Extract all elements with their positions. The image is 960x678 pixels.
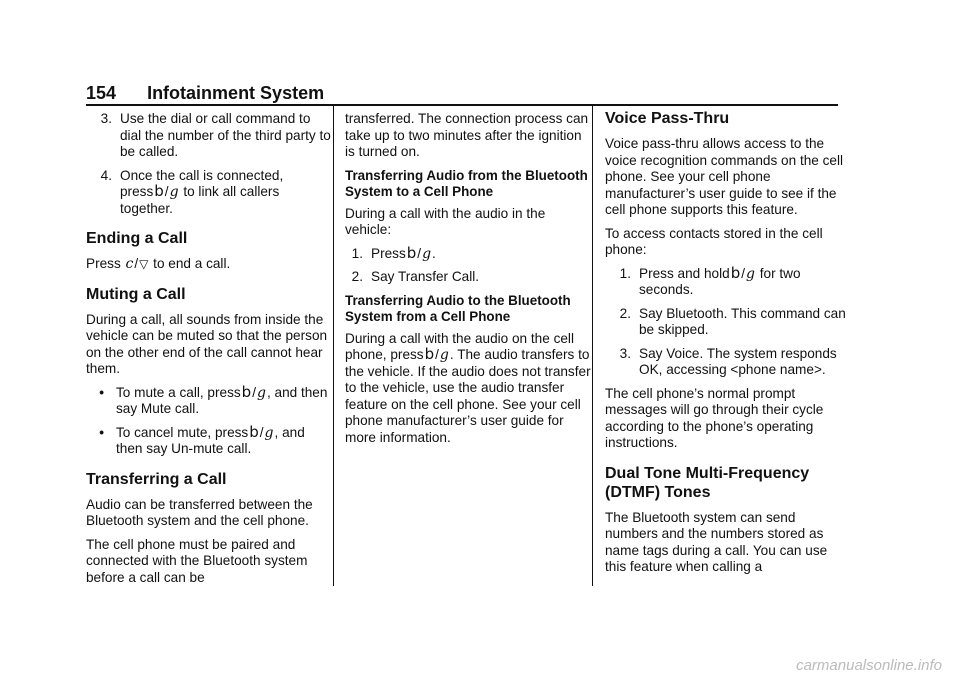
paragraph-audio-on-phone: During a call with the audio on the cell phone, pressb/g. The audio transfers to the vehicle. If the audio does not transfer to the vehicle, use the audio transfer feature on the cell phone. See your cell phone manufacturer’s user guide for more information. [345,330,591,445]
list-item-press: 1. Pressb/g. [351,243,436,262]
column-divider-1 [333,106,334,586]
heading-ending-a-call: Ending a Call [86,230,188,247]
list-item-step-3: 3. Use the dial or call command to dial the number of the third party to be called. [100,111,331,159]
header-rule [86,104,838,106]
push-to-talk-icon: b [241,382,252,401]
down-triangle-icon: ▽ [139,257,149,271]
list-item-say-bluetooth: 2. Say Bluetooth. This command can be skipped. [619,305,846,337]
page-title: Infotainment System [147,83,325,103]
phone-icon: g [256,384,266,401]
column-2 [345,111,591,453]
push-to-talk-icon: b [249,422,259,441]
paragraph-transfer-continued: transferred. The connection process can take up to two minutes after the ignition is turned on. [345,111,589,159]
column-1 [86,111,332,593]
paragraph-end-call: Press c/▽ to end a call. [86,256,231,272]
push-to-talk-icon: b [424,345,435,363]
column-divider-2 [592,106,593,586]
subheading-audio-to-system: Transferring Audio to the Bluetooth System from a Cell Phone [345,292,571,324]
phone-icon: g [439,347,449,363]
end-call-icon: c [125,256,134,272]
push-to-talk-icon: b [730,263,741,282]
phone-icon: g [422,245,432,262]
paragraph-audio-in-vehicle: During a call with the audio in the vehicle: [345,205,546,237]
paragraph-voice-2: To access contacts stored in the cell phone: [605,225,823,257]
phone-icon: g [264,424,274,441]
paragraph-voice-1: Voice pass-thru allows access to the voice recognition commands on the cell phone. See your cell phone manufacturer’s user guide to see if the cell phone supports this feature. [605,136,844,217]
list-item-step-4: 4. Once the call is connected, pressb/g to link all callers together. [100,167,284,216]
push-to-talk-icon: b [154,182,164,200]
paragraph-prompt-messages: The cell phone’s normal prompt messages will go through their cycle according to the phone’s operating instructions. [605,385,824,450]
paragraph-transfer-2: The cell phone must be paired and connected with the Bluetooth system before a call can be [86,536,308,585]
subheading-audio-to-phone: Transferring Audio from the Bluetooth System to a Cell Phone [345,167,588,199]
heading-dtmf-tones: Dual Tone Multi-Frequency (DTMF) Tones [605,464,810,501]
bullet-cancel-mute: • To cancel mute, pressb/g, and then say Un-mute call. [99,422,305,456]
push-to-talk-icon: b [406,243,417,262]
paragraph-muting: During a call, all sounds from inside the vehicle can be muted so that the person on the other end of the call cannot hear them. [86,311,328,376]
phone-icon: g [169,184,179,200]
page-header [86,82,324,104]
list-item-press-hold: 1. Press and holdb/g for two seconds. [619,263,801,297]
page-number: 154 [86,83,117,103]
heading-voice-pass-thru: Voice Pass-Thru [605,110,730,127]
list-item-say-voice: 3. Say Voice. The system responds OK, accessing <phone name>. [619,345,837,377]
phone-icon: g [746,265,755,282]
watermark-text: carmanualsonline.info [796,657,942,674]
paragraph-dtmf: The Bluetooth system can send numbers and the numbers stored as name tags during a call. You can use this feature when calling a [605,509,828,574]
heading-transferring-a-call: Transferring a Call [86,470,227,488]
list-item-say-transfer: 2. Say Transfer Call. [351,269,480,284]
column-3 [605,109,851,583]
bullet-mute-call: • To mute a call, pressb/g, and then say Mute call. [99,382,328,416]
heading-muting-a-call: Muting a Call [86,285,186,303]
paragraph-transfer-1: Audio can be transferred between the Bluetooth system and the cell phone. [86,496,313,528]
